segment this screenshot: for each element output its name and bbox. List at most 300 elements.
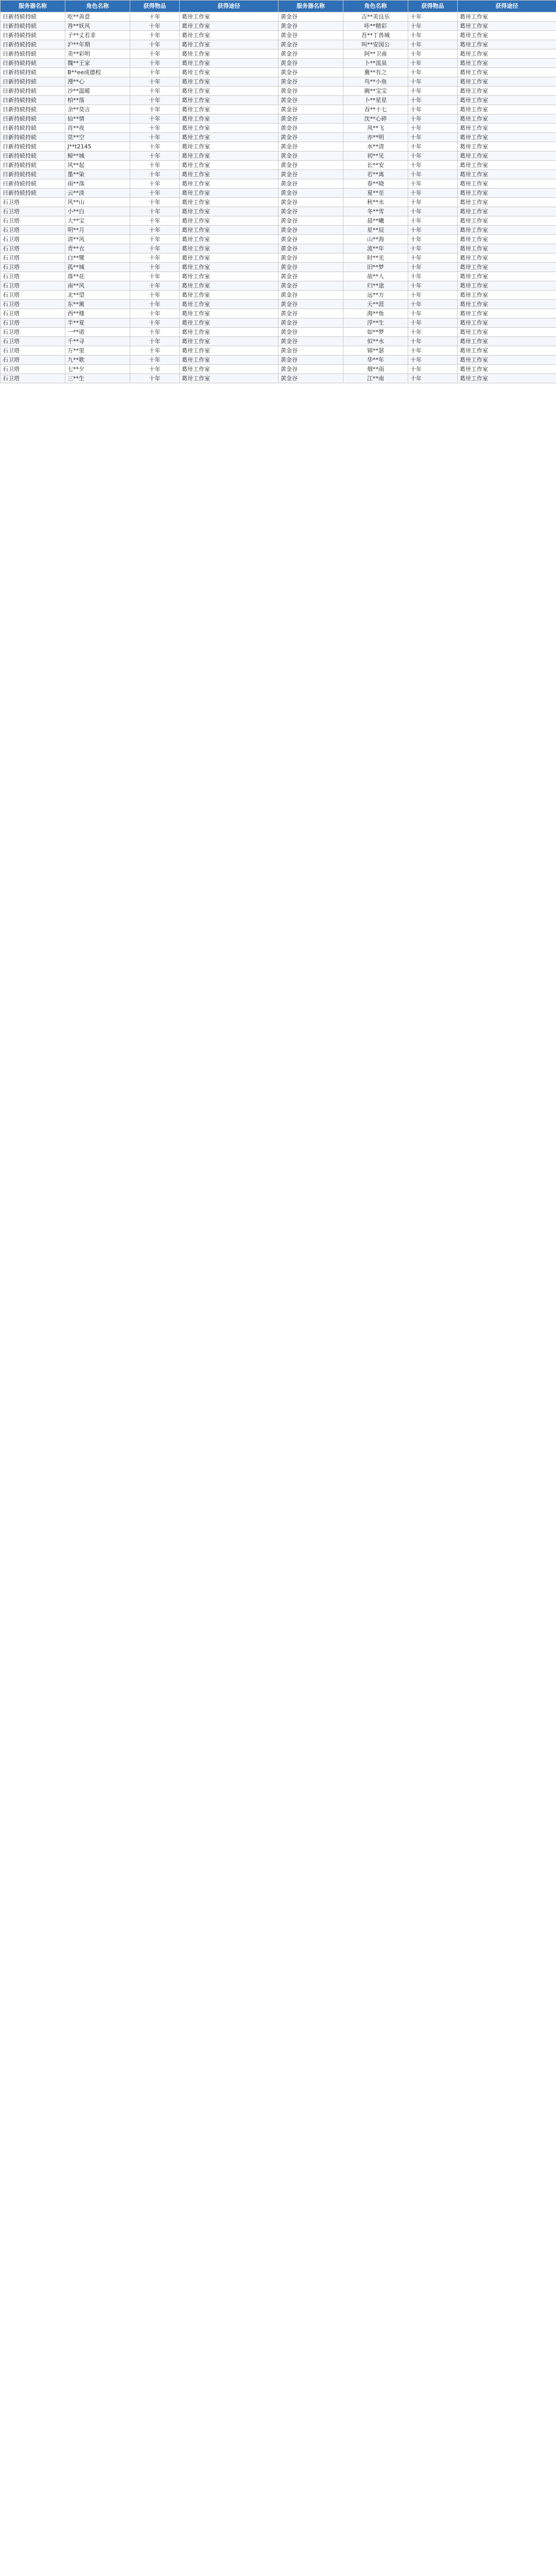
- cell-role-name: 叫**安国公: [343, 40, 408, 49]
- cell-role-name: 沪**年期: [65, 40, 130, 49]
- cell-item: 十年: [130, 151, 180, 161]
- cell-item: 十年: [130, 87, 180, 96]
- cell-item: 十年: [130, 272, 180, 281]
- cell-server-name: 黄金谷: [279, 355, 343, 365]
- cell-item: 十年: [408, 68, 458, 77]
- table-row: [1, 374, 556, 383]
- table-row: [1, 291, 556, 300]
- cell-role-name: 山**海: [343, 235, 408, 244]
- cell-role-name: 初**见: [343, 151, 408, 161]
- table-row: [1, 40, 556, 49]
- col-header-item-1: 获得物品: [130, 1, 180, 12]
- col-header-role-1: 角色名称: [65, 1, 130, 12]
- cell-server-name: 黄金谷: [279, 198, 343, 207]
- cell-role-name: 北**望: [65, 291, 130, 300]
- cell-item: 十年: [130, 207, 180, 216]
- cell-role-name: 碗**宝宝: [343, 87, 408, 96]
- cell-item: 十年: [130, 133, 180, 142]
- cell-item: 十年: [130, 22, 180, 31]
- cell-item: 十年: [408, 346, 458, 355]
- cell-source: 葛卅工作室: [180, 318, 279, 328]
- cell-server-name: 日新持続持続: [1, 31, 65, 40]
- cell-item: 十年: [130, 355, 180, 365]
- cell-source: 葛卅工作室: [180, 207, 279, 216]
- cell-source: 葛卅工作室: [458, 291, 556, 300]
- cell-role-name: 雨**落: [65, 179, 130, 189]
- cell-source: 葛卅工作室: [180, 151, 279, 161]
- cell-source: 葛卅工作室: [180, 235, 279, 244]
- cell-item: 十年: [130, 346, 180, 355]
- cell-server-name: 日新持続持続: [1, 114, 65, 124]
- table-row: [1, 114, 556, 124]
- cell-server-name: 石卫塔: [1, 226, 65, 235]
- table-row: [1, 151, 556, 161]
- cell-role-name: 夏**至: [343, 189, 408, 198]
- cell-item: 十年: [130, 31, 180, 40]
- cell-item: 十年: [408, 198, 458, 207]
- cell-server-name: 黄金谷: [279, 272, 343, 281]
- cell-role-name: 漫**心: [65, 77, 130, 87]
- cell-server-name: 石卫塔: [1, 328, 65, 337]
- cell-item: 十年: [408, 151, 458, 161]
- cell-server-name: 日新持続持続: [1, 87, 65, 96]
- cell-source: 葛卅工作室: [458, 77, 556, 87]
- cell-item: 十年: [408, 189, 458, 198]
- table-row: [1, 253, 556, 263]
- cell-server-name: 日新持続持続: [1, 105, 65, 114]
- table-row: [1, 161, 556, 170]
- cell-server-name: 日新持続持続: [1, 142, 65, 151]
- cell-source: 葛卅工作室: [458, 281, 556, 291]
- cell-item: 十年: [408, 355, 458, 365]
- cell-role-name: 风**飞: [343, 124, 408, 133]
- cell-role-name: 鲸**城: [65, 151, 130, 161]
- cell-role-name: 海**角: [343, 309, 408, 318]
- cell-role-name: 卜**流泉: [343, 59, 408, 68]
- table-row: [1, 198, 556, 207]
- cell-source: 葛卅工作室: [458, 318, 556, 328]
- cell-source: 葛卅工作室: [458, 59, 556, 68]
- cell-item: 十年: [408, 365, 458, 374]
- table-row: [1, 309, 556, 318]
- table-row: [1, 365, 556, 374]
- cell-role-name: 春**晓: [343, 179, 408, 189]
- cell-item: 十年: [408, 12, 458, 22]
- cell-role-name: 仙**情: [65, 114, 130, 124]
- col-header-server-1: 服务器名称: [1, 1, 65, 12]
- cell-source: 葛卅工作室: [458, 374, 556, 383]
- table-row: [1, 49, 556, 59]
- table-row: [1, 96, 556, 105]
- table-row: [1, 355, 556, 365]
- cell-role-name: 沙**温暖: [65, 87, 130, 96]
- cell-source: 葛卅工作室: [180, 179, 279, 189]
- cell-role-name: 清**风: [65, 235, 130, 244]
- cell-source: 葛卅工作室: [180, 142, 279, 151]
- table-row: [1, 281, 556, 291]
- cell-source: 葛卅工作室: [458, 216, 556, 226]
- cell-item: 十年: [408, 309, 458, 318]
- table-row: [1, 105, 556, 114]
- cell-role-name: 柏**落: [65, 96, 130, 105]
- cell-source: 葛卅工作室: [180, 49, 279, 59]
- cell-server-name: 黄金谷: [279, 22, 343, 31]
- cell-role-name: 卜**星星: [343, 96, 408, 105]
- cell-server-name: 黄金谷: [279, 244, 343, 253]
- cell-server-name: 石卫塔: [1, 374, 65, 383]
- cell-source: 葛卅工作室: [180, 77, 279, 87]
- cell-server-name: 黄金谷: [279, 142, 343, 151]
- cell-item: 十年: [408, 124, 458, 133]
- cell-source: 葛卅工作室: [458, 114, 556, 124]
- cell-source: 葛卅工作室: [180, 68, 279, 77]
- cell-server-name: 黄金谷: [279, 216, 343, 226]
- cell-item: 十年: [408, 105, 458, 114]
- cell-role-name: 冀**有之: [343, 68, 408, 77]
- cell-role-name: 三**生: [65, 374, 130, 383]
- table-row: [1, 318, 556, 328]
- cell-source: 葛卅工作室: [458, 346, 556, 355]
- table-row: [1, 31, 556, 40]
- cell-server-name: 石卫塔: [1, 355, 65, 365]
- cell-source: 葛卅工作室: [180, 337, 279, 346]
- cell-source: 葛卅工作室: [458, 161, 556, 170]
- col-header-source-1: 获得途径: [180, 1, 279, 12]
- cell-item: 十年: [408, 133, 458, 142]
- cell-item: 十年: [130, 291, 180, 300]
- cell-server-name: 黄金谷: [279, 226, 343, 235]
- cell-server-name: 石卫塔: [1, 309, 65, 318]
- table-row: [1, 226, 556, 235]
- cell-item: 十年: [408, 374, 458, 383]
- cell-item: 十年: [130, 12, 180, 22]
- cell-item: 十年: [130, 226, 180, 235]
- table-row: [1, 77, 556, 87]
- cell-source: 葛卅工作室: [180, 198, 279, 207]
- cell-role-name: 东**篱: [65, 300, 130, 309]
- cell-role-name: 时**光: [343, 253, 408, 263]
- cell-server-name: 石卫塔: [1, 337, 65, 346]
- cell-source: 葛卅工作室: [458, 68, 556, 77]
- cell-item: 十年: [130, 244, 180, 253]
- cell-server-name: 日新持続持続: [1, 22, 65, 31]
- cell-server-name: 石卫塔: [1, 216, 65, 226]
- cell-server-name: 黄金谷: [279, 374, 343, 383]
- cell-server-name: 黄金谷: [279, 40, 343, 49]
- table-row: [1, 68, 556, 77]
- cell-source: 葛卅工作室: [180, 216, 279, 226]
- cell-source: 葛卅工作室: [458, 263, 556, 272]
- cell-server-name: 石卫塔: [1, 198, 65, 207]
- cell-server-name: 黄金谷: [279, 300, 343, 309]
- cell-server-name: 黄金谷: [279, 77, 343, 87]
- cell-role-name: 子**丈若非: [65, 31, 130, 40]
- cell-role-name: 南**风: [65, 281, 130, 291]
- cell-role-name: 落**花: [65, 272, 130, 281]
- cell-role-name: 鸟**小鱼: [343, 77, 408, 87]
- table-row: [1, 207, 556, 216]
- cell-server-name: 黄金谷: [279, 87, 343, 96]
- cell-item: 十年: [130, 105, 180, 114]
- cell-source: 葛卅工作室: [458, 365, 556, 374]
- cell-role-name: 长**安: [343, 161, 408, 170]
- cell-server-name: 日新持続持続: [1, 189, 65, 198]
- cell-source: 葛卅工作室: [458, 40, 556, 49]
- cell-source: 葛卅工作室: [180, 346, 279, 355]
- cell-role-name: 墨**染: [65, 170, 130, 179]
- cell-item: 十年: [408, 281, 458, 291]
- cell-item: 十年: [408, 142, 458, 151]
- table-row: [1, 189, 556, 198]
- table-row: [1, 346, 556, 355]
- cell-source: 葛卅工作室: [458, 189, 556, 198]
- cell-item: 十年: [408, 226, 458, 235]
- cell-server-name: 黄金谷: [279, 365, 343, 374]
- cell-role-name: 星**辰: [343, 226, 408, 235]
- cell-role-name: 吞**十七: [343, 105, 408, 114]
- cell-server-name: 黄金谷: [279, 161, 343, 170]
- cell-role-name: 吃**善意: [65, 12, 130, 22]
- cell-role-name: 西**楼: [65, 309, 130, 318]
- cell-item: 十年: [130, 235, 180, 244]
- table-row: [1, 179, 556, 189]
- cell-server-name: 石卫塔: [1, 207, 65, 216]
- cell-server-name: 黄金谷: [279, 291, 343, 300]
- cell-item: 十年: [408, 207, 458, 216]
- cell-item: 十年: [408, 161, 458, 170]
- cell-role-name: 云**淡: [65, 189, 130, 198]
- cell-item: 十年: [130, 161, 180, 170]
- cell-role-name: 余**莫言: [65, 105, 130, 114]
- cell-source: 葛卅工作室: [180, 22, 279, 31]
- cell-role-name: 莫**空: [65, 133, 130, 142]
- cell-server-name: 黄金谷: [279, 309, 343, 318]
- cell-item: 十年: [130, 96, 180, 105]
- cell-role-name: 流**年: [343, 244, 408, 253]
- cell-role-name: 冬**雪: [343, 207, 408, 216]
- cell-item: 十年: [408, 87, 458, 96]
- cell-server-name: 日新持続持続: [1, 96, 65, 105]
- cell-server-name: 石卫塔: [1, 300, 65, 309]
- cell-source: 葛卅工作室: [180, 281, 279, 291]
- cell-role-name: 美**彩明: [65, 49, 130, 59]
- cell-item: 十年: [408, 328, 458, 337]
- cell-role-name: J**t2145: [65, 142, 130, 151]
- table-row: [1, 87, 556, 96]
- cell-role-name: 咎**妖风: [65, 22, 130, 31]
- cell-role-name: 风**起: [65, 161, 130, 170]
- cell-server-name: 黄金谷: [279, 12, 343, 22]
- cell-source: 葛卅工作室: [180, 170, 279, 179]
- table-row: [1, 22, 556, 31]
- cell-server-name: 黄金谷: [279, 189, 343, 198]
- cell-source: 葛卅工作室: [458, 179, 556, 189]
- cell-role-name: 九**歌: [65, 355, 130, 365]
- cell-source: 葛卅工作室: [458, 272, 556, 281]
- cell-item: 十年: [408, 272, 458, 281]
- cell-item: 十年: [130, 142, 180, 151]
- cell-source: 葛卅工作室: [180, 309, 279, 318]
- cell-source: 葛卅工作室: [458, 355, 556, 365]
- cell-item: 十年: [408, 96, 458, 105]
- cell-source: 葛卅工作室: [458, 87, 556, 96]
- cell-item: 十年: [408, 179, 458, 189]
- cell-role-name: 沈**心碎: [343, 114, 408, 124]
- cell-server-name: 黄金谷: [279, 31, 343, 40]
- cell-item: 十年: [130, 365, 180, 374]
- rewards-table: [0, 0, 556, 383]
- cell-source: 葛卅工作室: [458, 235, 556, 244]
- cell-item: 十年: [130, 40, 180, 49]
- cell-server-name: 石卫塔: [1, 235, 65, 244]
- cell-source: 葛卅工作室: [458, 309, 556, 318]
- cell-item: 十年: [130, 114, 180, 124]
- cell-item: 十年: [130, 170, 180, 179]
- cell-source: 葛卅工作室: [458, 198, 556, 207]
- cell-role-name: 浮**生: [343, 318, 408, 328]
- cell-server-name: 黄金谷: [279, 318, 343, 328]
- cell-source: 葛卅工作室: [458, 12, 556, 22]
- cell-role-name: 烟**雨: [343, 365, 408, 374]
- cell-item: 十年: [130, 281, 180, 291]
- col-header-item-2: 获得物品: [408, 1, 458, 12]
- cell-role-name: 大**宝: [65, 216, 130, 226]
- cell-source: 葛卅工作室: [180, 253, 279, 263]
- table-row: [1, 142, 556, 151]
- col-header-server-2: 服务器名称: [279, 1, 343, 12]
- table-row: [1, 244, 556, 253]
- cell-role-name: 锦**瑟: [343, 346, 408, 355]
- cell-role-name: 肖**夜: [65, 124, 130, 133]
- cell-source: 葛卅工作室: [458, 31, 556, 40]
- cell-item: 十年: [408, 244, 458, 253]
- cell-server-name: 黄金谷: [279, 124, 343, 133]
- cell-role-name: 若**离: [343, 170, 408, 179]
- cell-role-name: 秋**水: [343, 198, 408, 207]
- cell-source: 葛卅工作室: [180, 328, 279, 337]
- cell-item: 十年: [130, 374, 180, 383]
- cell-server-name: 日新持続持続: [1, 151, 65, 161]
- cell-item: 十年: [130, 68, 180, 77]
- cell-item: 十年: [408, 170, 458, 179]
- cell-server-name: 黄金谷: [279, 49, 343, 59]
- cell-source: 葛卅工作室: [180, 355, 279, 365]
- table-row: [1, 300, 556, 309]
- cell-source: 葛卅工作室: [180, 244, 279, 253]
- cell-source: 葛卅工作室: [180, 12, 279, 22]
- cell-server-name: 黄金谷: [279, 133, 343, 142]
- cell-role-name: 白**鹭: [65, 253, 130, 263]
- cell-item: 十年: [408, 291, 458, 300]
- cell-item: 十年: [408, 59, 458, 68]
- cell-role-name: 千**寻: [65, 337, 130, 346]
- cell-role-name: 青**衣: [65, 244, 130, 253]
- cell-source: 葛卅工作室: [180, 59, 279, 68]
- cell-server-name: 日新持続持続: [1, 59, 65, 68]
- cell-source: 葛卅工作室: [180, 105, 279, 114]
- cell-role-name: 如**梦: [343, 328, 408, 337]
- table-body: [1, 12, 556, 383]
- cell-server-name: 黄金谷: [279, 179, 343, 189]
- cell-server-name: 石卫塔: [1, 291, 65, 300]
- cell-item: 十年: [408, 40, 458, 49]
- table-row: [1, 12, 556, 22]
- cell-role-name: 魏**王家: [65, 59, 130, 68]
- cell-source: 葛卅工作室: [180, 31, 279, 40]
- table-row: [1, 328, 556, 337]
- cell-item: 十年: [130, 337, 180, 346]
- cell-source: 葛卅工作室: [458, 142, 556, 151]
- cell-item: 十年: [130, 318, 180, 328]
- cell-source: 葛卅工作室: [180, 300, 279, 309]
- table-row: [1, 170, 556, 179]
- cell-role-name: 孤**城: [65, 263, 130, 272]
- cell-server-name: 日新持続持続: [1, 124, 65, 133]
- cell-role-name: 万**里: [65, 346, 130, 355]
- table-row: [1, 124, 556, 133]
- cell-source: 葛卅工作室: [458, 244, 556, 253]
- cell-source: 葛卅工作室: [458, 170, 556, 179]
- cell-item: 十年: [130, 300, 180, 309]
- cell-role-name: 华**年: [343, 355, 408, 365]
- cell-role-name: 故**人: [343, 272, 408, 281]
- cell-source: 葛卅工作室: [180, 96, 279, 105]
- cell-source: 葛卅工作室: [180, 114, 279, 124]
- cell-server-name: 日新持続持続: [1, 40, 65, 49]
- cell-item: 十年: [130, 49, 180, 59]
- cell-role-name: 明**月: [65, 226, 130, 235]
- cell-role-name: 阿**卫南: [343, 49, 408, 59]
- cell-source: 葛卅工作室: [458, 96, 556, 105]
- cell-server-name: 日新持続持続: [1, 170, 65, 179]
- cell-item: 十年: [130, 328, 180, 337]
- cell-item: 十年: [408, 318, 458, 328]
- cell-server-name: 石卫塔: [1, 263, 65, 272]
- cell-server-name: 黄金谷: [279, 105, 343, 114]
- cell-server-name: 黄金谷: [279, 281, 343, 291]
- cell-role-name: 风**山: [65, 198, 130, 207]
- cell-role-name: 水**清: [343, 142, 408, 151]
- cell-role-name: B**ee成德校: [65, 68, 130, 77]
- cell-server-name: 日新持続持続: [1, 179, 65, 189]
- cell-item: 十年: [130, 124, 180, 133]
- cell-role-name: 似**水: [343, 337, 408, 346]
- cell-role-name: 小**白: [65, 207, 130, 216]
- cell-item: 十年: [408, 263, 458, 272]
- cell-server-name: 石卫塔: [1, 281, 65, 291]
- cell-server-name: 石卫塔: [1, 272, 65, 281]
- cell-item: 十年: [130, 77, 180, 87]
- cell-server-name: 日新持続持続: [1, 161, 65, 170]
- cell-source: 葛卅工作室: [458, 133, 556, 142]
- cell-server-name: 日新持続持続: [1, 77, 65, 87]
- cell-server-name: 日新持続持続: [1, 133, 65, 142]
- cell-server-name: 黄金谷: [279, 114, 343, 124]
- cell-role-name: 远**方: [343, 291, 408, 300]
- col-header-role-2: 角色名称: [343, 1, 408, 12]
- cell-item: 十年: [130, 309, 180, 318]
- table-row: [1, 337, 556, 346]
- cell-source: 葛卅工作室: [180, 40, 279, 49]
- cell-item: 十年: [130, 59, 180, 68]
- cell-source: 葛卅工作室: [180, 291, 279, 300]
- table-row: [1, 272, 556, 281]
- cell-role-name: 晨**曦: [343, 216, 408, 226]
- cell-role-name: 半**夏: [65, 318, 130, 328]
- cell-server-name: 石卫塔: [1, 253, 65, 263]
- table-row: [1, 235, 556, 244]
- cell-source: 葛卅工作室: [180, 133, 279, 142]
